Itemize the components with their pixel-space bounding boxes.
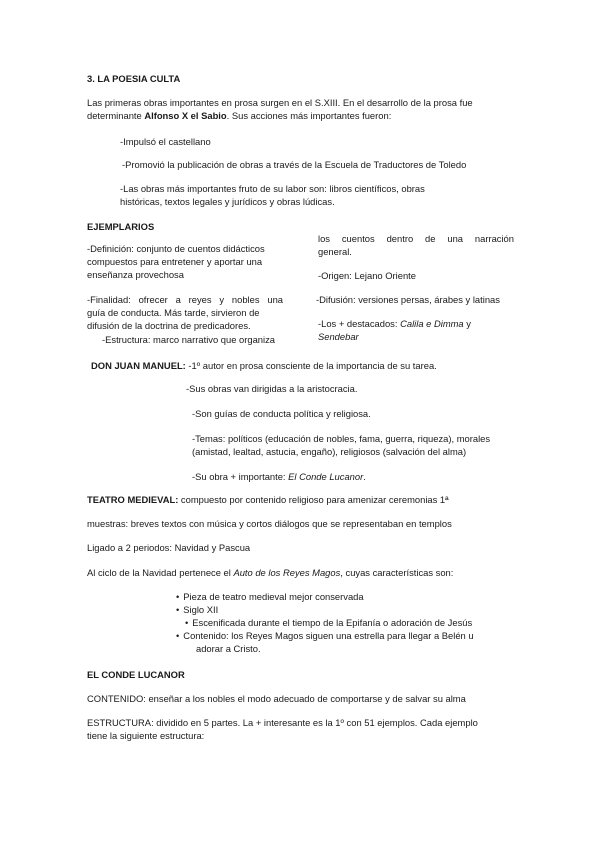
teatro-line [87,494,449,506]
intro-text: . Sus acciones más importantes fueron: [226,110,392,121]
don-juan-item: -Son guías de conducta política y religiosa. [192,408,371,419]
conde-title: EL CONDE LUCANOR [87,669,185,680]
don-juan-text: . [363,471,366,482]
teatro-bullet: • Contenido: los Reyes Magos siguen una estrella para llegar a Belén u [176,630,474,642]
teatro-line [87,567,453,579]
teatro-label: TEATRO MEDIEVAL: [87,494,179,505]
ejemplarios-title: EJEMPLARIOS [87,221,155,232]
right-text: -Los + destacados: [318,318,401,329]
action-item: -Impulsó el castellano [120,136,211,147]
section-title: 3. LA POESIA CULTA [87,73,181,84]
right-title: Calila e Dimma [400,318,464,329]
ejemplarios-left-line: -Definición: conjunto de cuentos didácticos [87,243,265,254]
teatro-line: muestras: breves textos con música y cortos diálogos que se representaban en templos [87,518,452,529]
action-item: -Las obras más importantes fruto de su labor son: libros científicos, obras [120,183,425,194]
action-item: -Promovió la publicación de obras a través de la Escuela de Traductores de Toledo [122,159,467,170]
ejemplarios-left-line: enseñanza provechosa [87,269,184,280]
teatro-bullet-continuation: adorar a Cristo. [196,643,261,654]
ejemplarios-left-line: -Estructura: marco narrativo que organiza [102,334,275,345]
intro-line [87,110,391,122]
don-juan-label: DON JUAN MANUEL: [91,360,186,371]
ejemplarios-left-line: compuestos para entretener y aportar una [87,256,263,267]
teatro-text: Al ciclo de la Navidad pertenece el [87,567,234,578]
don-juan-text: -1º autor en prosa consciente de la importancia de su tarea. [185,360,437,371]
conde-contenido: CONTENIDO: enseñar a los nobles el modo adecuado de comportarse y de salvar su alma [87,693,466,704]
intro-name: Alfonso X el Sabio [144,110,227,121]
don-juan-item: -Sus obras van dirigidas a la aristocracia. [186,383,358,394]
intro-text: determinante [87,110,145,121]
teatro-text: , cuyas características son: [340,567,454,578]
teatro-line: Ligado a 2 periodos: Navidad y Pascua [87,542,251,553]
ejemplarios-right-line: -Difusión: versiones persas, árabes y latinas [316,294,500,305]
action-item: históricas, textos legales y jurídicos y obras lúdicas. [120,196,335,207]
conde-estructura: tiene la siguiente estructura: [87,730,205,741]
ejemplarios-left-line: guía de conducta. Más tarde, sirvieron de [87,307,260,318]
ejemplarios-right-line: los cuentos dentro de una narración [318,233,514,244]
conde-estructura: ESTRUCTURA: dividido en 5 partes. La + interesante es la 1º con 51 ejemplos. Cada ejemplo [87,717,478,728]
teatro-bullet: • Escenificada durante el tiempo de la Epifanía o adoración de Jesús [185,617,472,629]
ejemplarios-left-line: difusión de la doctrina de predicadores. [87,320,251,331]
don-juan-item: (amistad, lealtad, astucia, engaño), religiosos (salvación del alma) [192,446,467,457]
don-juan-item [192,471,366,483]
ejemplarios-right-line [318,318,471,330]
teatro-text: compuesto por contenido religioso para amenizar ceremonias 1ª [178,494,449,505]
intro-line: Las primeras obras importantes en prosa surgen en el S.XIII. En el desarrollo de la prosa fue [87,97,473,108]
ejemplarios-right-line: Sendebar [318,331,359,342]
don-juan-title: El Conde Lucanor [288,471,364,482]
ejemplarios-right-line: general. [318,246,352,257]
don-juan-text: -Su obra + importante: [192,471,289,482]
don-juan-line [91,360,437,372]
ejemplarios-left-line: -Finalidad: ofrecer a reyes y nobles una [87,294,283,305]
teatro-title: Auto de los Reyes Magos [233,567,341,578]
teatro-bullet: • Pieza de teatro medieval mejor conservada [176,591,364,603]
teatro-bullet: • Siglo XII [176,604,218,616]
right-text: y [463,318,471,329]
ejemplarios-right-line: -Origen: Lejano Oriente [318,270,416,281]
don-juan-item: -Temas: políticos (educación de nobles, fama, guerra, riqueza), morales [192,433,491,444]
